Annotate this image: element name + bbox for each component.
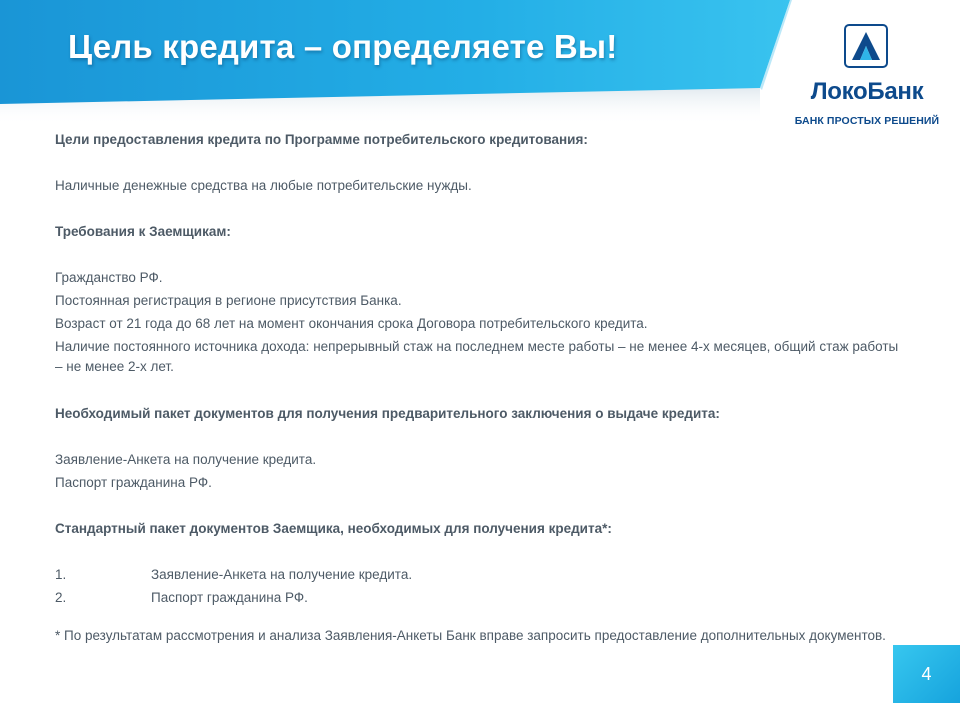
preliminary-doc-item: Заявление-Анкета на получение кредита. (55, 452, 317, 467)
preliminary-docs-heading: Необходимый пакет документов для получения предварительного заключения о выдаче кредита: (55, 406, 720, 421)
requirement-item: Постоянная регистрация в регионе присутствия Банка. (55, 293, 402, 308)
item-text: Паспорт гражданина РФ. (151, 590, 308, 605)
page-number: 4 (921, 664, 932, 684)
item-number: 2. (55, 590, 67, 605)
slide-title: Цель кредита – определяете Вы! (68, 28, 618, 65)
logo-tagline: БАНК ПРОСТЫХ РЕШЕНИЙ (794, 115, 940, 127)
footnote: * По результатам рассмотрения и анализа Заявления-Анкеты Банк вправе запросить предоставление дополнительных документов. (55, 628, 886, 643)
purposes-heading: Цели предоставления кредита по Программе потребительского кредитования: (55, 132, 588, 147)
purpose-item: Наличные денежные средства на любые потребительские нужды. (55, 178, 472, 193)
logo-name: ЛокоБанк (810, 78, 924, 105)
slide-content (55, 128, 905, 646)
standard-docs-heading: Стандартный пакет документов Заемщика, необходимых для получения кредита*: (55, 521, 612, 536)
item-number: 1. (55, 567, 67, 582)
logo (792, 20, 952, 130)
numbered-item (55, 563, 905, 586)
requirements-heading: Требования к Заемщикам: (55, 224, 231, 239)
preliminary-doc-item: Паспорт гражданина РФ. (55, 475, 212, 490)
page-number-box (893, 645, 960, 703)
requirement-item: Наличие постоянного источника дохода: непрерывный стаж на последнем месте работы – не менее 4-х месяцев, общий стаж работы – не менее 2-х лет. (55, 339, 899, 374)
requirement-item: Возраст от 21 года до 68 лет на момент окончания срока Договора потребительского кредита. (55, 316, 648, 331)
requirement-item: Гражданство РФ. (55, 270, 163, 285)
triangle-logo-icon (844, 24, 888, 68)
item-text: Заявление-Анкета на получение кредита. (151, 567, 413, 582)
numbered-item (55, 586, 905, 609)
